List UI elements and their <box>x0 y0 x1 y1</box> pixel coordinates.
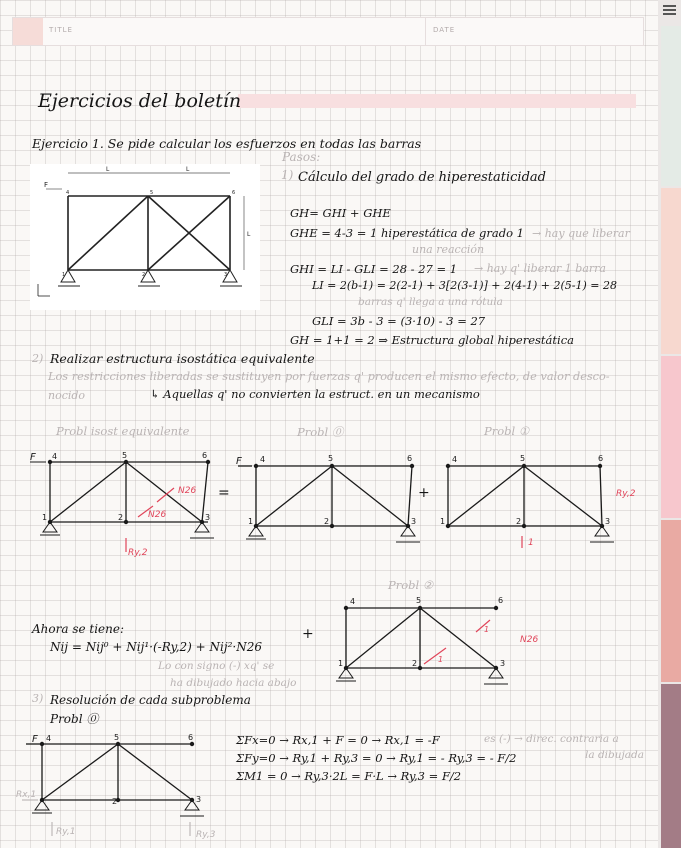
eq-sum-fx: ΣFx=0 → Rx,1 + F = 0 → Rx,1 = -F <box>236 733 440 747</box>
iso-force-label: F <box>30 452 36 463</box>
iso-ry2-label: Ry,2 <box>128 548 148 558</box>
orig-node-3: 3 <box>224 272 228 278</box>
iso-node-2: 2 <box>118 513 124 522</box>
orig-node-6: 6 <box>232 190 236 196</box>
p1-ry2-label: Ry,2 <box>616 489 636 499</box>
p2-n26-label: N26 <box>520 635 539 645</box>
truss-isostatic <box>30 451 214 558</box>
note-li: barras q' llega a una rótula <box>358 296 503 308</box>
section-tab-2[interactable] <box>661 188 681 354</box>
iso-node-6: 6 <box>202 451 208 460</box>
iso-n26-label: N26 <box>178 486 197 496</box>
step2-arrow-note: ↳ Aquellas q' no convierten la estruct. en un mecanismo <box>150 387 480 401</box>
orig-node-1: 1 <box>62 272 66 278</box>
p2-node-1: 1 <box>338 659 344 668</box>
eq-fx-note-2: la dibujada <box>585 749 645 761</box>
note-consigno: Lo con signo (-) xq' se <box>158 660 275 672</box>
p2-unit-1: 1 <box>484 625 490 634</box>
p2-node-4: 4 <box>350 597 356 606</box>
section-tab-3[interactable] <box>661 356 681 518</box>
label-problem-0: Probl ⓪ <box>297 425 344 439</box>
equals-sign: = <box>218 485 230 501</box>
orig-dim-1: L <box>106 166 110 173</box>
p0-node-4: 4 <box>260 455 266 464</box>
p1-node-1: 1 <box>440 517 446 526</box>
step3-title: Resolución de cada subproblema <box>50 693 251 707</box>
step1-title: Cálculo del grado de hiperestaticidad <box>298 170 546 185</box>
p0-force-label: F <box>236 456 242 467</box>
p1-unit-load: 1 <box>528 538 534 548</box>
title-field[interactable]: TITLE <box>49 26 73 34</box>
orig-node-5: 5 <box>150 190 154 196</box>
step3-number: 3) <box>32 692 44 705</box>
p0b-force-label: F <box>32 734 38 745</box>
eq-gh-total: GH = 1+1 = 2 ⇒ Estructura global hiperestática <box>290 333 574 347</box>
probl0-label: Probl ⓪ <box>50 712 99 726</box>
step2-note: Los restricciones liberadas se sustituyen por fuerzas q' producen el mismo efecto, de valor desco- <box>48 370 610 383</box>
plus-sign: + <box>418 485 430 501</box>
p1-node-3: 3 <box>605 517 611 526</box>
iso-node-4: 4 <box>52 452 58 461</box>
p0-node-2: 2 <box>324 517 330 526</box>
p1-node-4: 4 <box>452 455 458 464</box>
iso-node-5: 5 <box>122 451 128 460</box>
p2-node-2: 2 <box>412 659 418 668</box>
truss-problem-1 <box>440 454 636 548</box>
note-ghe-2: una reacción <box>412 243 485 256</box>
note-ghe: → hay que liberar <box>532 227 630 240</box>
plus-sign-2: + <box>302 626 314 642</box>
pasos-label: Pasos: <box>282 150 321 164</box>
p1-node-6: 6 <box>598 454 604 463</box>
label-isostatic: Probl isost equivalente <box>56 424 190 438</box>
eq-gli: GLI = 3b - 3 = (3·10) - 3 = 27 <box>312 314 486 328</box>
note-dibujada: ha dibujado hacia abajo <box>170 677 297 689</box>
menu-icon[interactable] <box>661 3 678 19</box>
nij-equation: Nij = Nij⁰ + Nij¹·(-Ry,2) + Nij²·N26 <box>50 640 262 654</box>
p0b-node-6: 6 <box>188 733 194 742</box>
eq-ghi: GHI = LI - GLI = 28 - 27 = 1 <box>290 262 458 276</box>
truss-problem-0 <box>236 454 420 542</box>
orig-dim-2: L <box>186 166 190 173</box>
p0-node-5: 5 <box>328 454 334 463</box>
iso-node-1: 1 <box>42 513 48 522</box>
p0b-node-3: 3 <box>196 795 202 804</box>
p1-node-5: 5 <box>520 454 526 463</box>
orig-node-2: 2 <box>142 272 146 278</box>
iso-node-3: 3 <box>205 513 211 522</box>
eq-fx-note: es (-) → direc. contraria a <box>484 733 619 745</box>
eq-li: LI = 2(b-1) = 2(2-1) + 3[2(3-1)] + 2(4-1) + 2(5-1) = 28 <box>312 279 618 292</box>
step1-number: 1) <box>281 168 294 182</box>
p0b-node-2: 2 <box>112 797 118 806</box>
p2-node-6: 6 <box>498 596 504 605</box>
p0b-node-5: 5 <box>114 733 120 742</box>
step2-note-2: nocido <box>48 389 86 402</box>
p0b-rx1-label: Rx,1 <box>16 790 37 800</box>
truss-problem-2 <box>336 596 538 684</box>
p0-node-3: 3 <box>411 517 417 526</box>
section-tab-4[interactable] <box>661 520 681 682</box>
p0-node-6: 6 <box>407 454 413 463</box>
eq-sum-fy: ΣFy=0 → Ry,1 + Ry,3 = 0 → Ry,1 = - Ry,3 = - F/2 <box>236 751 517 765</box>
orig-dim-3: L <box>247 231 251 238</box>
orig-force-label: F <box>44 181 49 189</box>
p0b-node-4: 4 <box>46 734 52 743</box>
step2-number: 2) <box>32 352 44 365</box>
step2-title: Realizar estructura isostática equivalente <box>50 351 315 366</box>
heading: Ejercicios del boletín <box>38 90 242 112</box>
eq-ghe: GHE = 4-3 = 1 hiperestática de grado 1 <box>290 226 524 240</box>
p0-node-1: 1 <box>248 517 254 526</box>
iso-n26-label-2: N26 <box>148 510 167 520</box>
p0b-ry3-label: Ry,3 <box>196 830 216 840</box>
label-problem-1: Probl ① <box>484 424 530 438</box>
p0b-ry1-label: Ry,1 <box>56 827 76 837</box>
section-tab-1[interactable] <box>661 26 681 186</box>
p2-node-5: 5 <box>416 596 422 605</box>
ahora-label: Ahora se tiene: <box>32 622 125 636</box>
p2-unit-2: 1 <box>438 655 444 664</box>
exercise-statement: Ejercicio 1. Se pide calcular los esfuerzos en todas las barras <box>32 136 422 151</box>
p2-node-3: 3 <box>500 659 506 668</box>
orig-node-4: 4 <box>66 190 70 196</box>
p1-node-2: 2 <box>516 517 522 526</box>
truss-problem-0-bottom <box>16 733 216 840</box>
date-field[interactable]: DATE <box>433 26 456 34</box>
original-truss-figure <box>30 164 260 310</box>
eq-sum-m1: ΣM1 = 0 → Ry,3·2L = F·L → Ry,3 = F/2 <box>236 769 462 783</box>
note-ghi: → hay q' liberar 1 barra <box>474 262 606 275</box>
label-problem-2: Probl ② <box>388 578 434 592</box>
eq-gh: GH= GHI + GHE <box>290 206 391 220</box>
section-tab-5[interactable] <box>661 684 681 848</box>
